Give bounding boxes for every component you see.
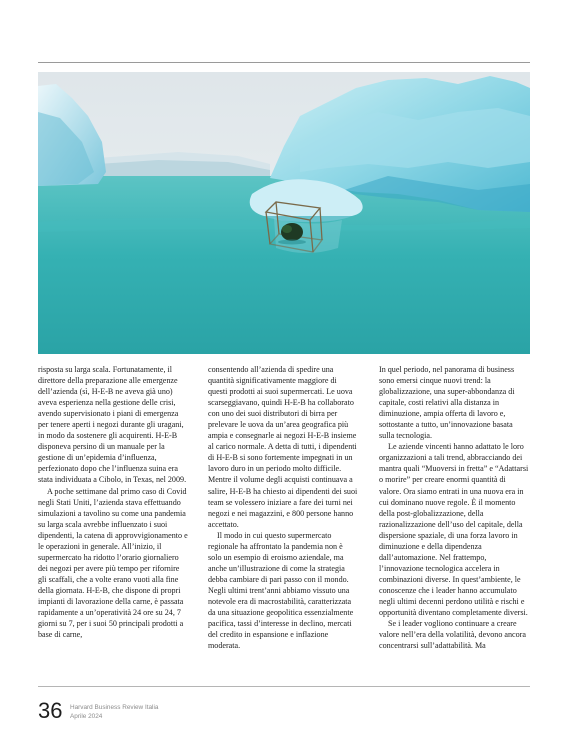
publication-name: Harvard Business Review Italia [70, 704, 159, 711]
text-column-3 [379, 364, 529, 678]
paragraph: A poche settimane dal primo caso di Covid negli Stati Uniti, l’azienda stava effettuando simulazioni a tavolino su come una pandemia su larga scala avrebbe influenzato i suoi dipendenti, la catena di approvvigionamento e le operazioni in generale. All’inizio, il supermercato ha ridotto l’orario giornaliero dei negozi per avere più tempo per rifornire gli scaffali, che a volte erano vuoti alla fine della giornata. H-E-B, che dispone di propri impianti di lavorazione della carne, è passata rapidamente a un’operatività 24 ore su 24, 7 giorni su 7, per i suoi 50 principali prodotti a base di carne, [38, 486, 188, 640]
paragraph: consentendo all’azienda di spedire una quantità significativamente maggiore di questi prodotti ai suoi supermercati. Le uova scarseggiavano, quindi H-E-B ha collaborato con uno dei suoi distributori di birra per prelevare le uova da un’area geografica più ampia e consegnarle ai negozi H-E-B insieme al carico normale. A detta di tutti, i dipendenti di H-E-B si sono fortemente impegnati in un lavoro duro in un periodo molto difficile. Mentre il volume degli acquisti continuava a salire, H-E-B ha chiesto ai dipendenti dei suoi team se volessero iniziare a fare dei turni nei negozi e nei magazzini, e 800 persone hanno accettato. [208, 365, 358, 529]
article-body [38, 364, 530, 678]
bottom-rule [38, 686, 530, 687]
text-column-2 [208, 364, 358, 678]
issue-date: Aprile 2024 [70, 713, 103, 720]
publication-info [70, 703, 158, 721]
paragraph: Se i leader vogliono continuare a creare valore nell’era della volatilità, devono ancora concentrarsi sull’adattabilità. Ma [379, 619, 526, 651]
paragraph: In quel periodo, nel panorama di business sono emersi cinque nuovi trend: la globalizzazione, una super-abbondanza di capitale, costi relativi alla distanza in diminuzione, ampia offerta di lavoro e, sottostante a tutto, un’innovazione basata sulla tecnologia. [379, 365, 515, 441]
page-number: 36 [38, 698, 63, 723]
text-column-1 [38, 364, 188, 678]
glacier-lagoon-photo [38, 72, 530, 354]
paragraph: Le aziende vincenti hanno adattato le loro organizzazioni a tali trend, abbracciando dei mantra quali “Muoversi in fretta” e “Adattarsi o morire” per creare enormi quantità di valore. Ora siamo entrati in una nuova era in cui dominano nuove regole. È il momento della post-globalizzazione, della razionalizzazione dell’uso del capitale, della dispersione spaziale, di una forza lavoro in diminuzione e della dipendenza dall’automazione. Nel frattempo, l’innovazione tecnologica accelera in combinazioni diverse. In quest’ambiente, le conoscenze che i leader hanno accumulato negli ultimi decenni perdono utilità e rischi e opportunità diventano completamente diversi. [379, 442, 529, 618]
paragraph: risposta su larga scala. Fortunatamente, il direttore della preparazione alle emergenze dell’azienda (sì, H-E-B ne aveva già uno) aveva esperienza nella gestione delle crisi, avendo supervisionato i piani di emergenza per tenere aperti i negozi durante gli uragani, in modo da sostenere gli acquirenti. H-E-B disponeva persino di un manuale per la gestione di un’epidemia d’influenza, perfezionato dopo che l’influenza suina era stata individuata a Cibolo, in Texas, nel 2009. [38, 365, 187, 485]
paragraph: Il modo in cui questo supermercato regionale ha affrontato la pandemia non è solo un esempio di eroismo aziendale, ma anche un’illustrazione di come la strategia debba cambiare di pari passo con il mondo. Negli ultimi trent’anni abbiamo vissuto una notevole era di macrostabilità, caratterizzata da una situazione geopolitica essenzialmente pacifica, tassi d’interesse in declino, mercati del credito in espansione e inflazione moderata. [208, 530, 354, 651]
top-rule [38, 62, 530, 63]
